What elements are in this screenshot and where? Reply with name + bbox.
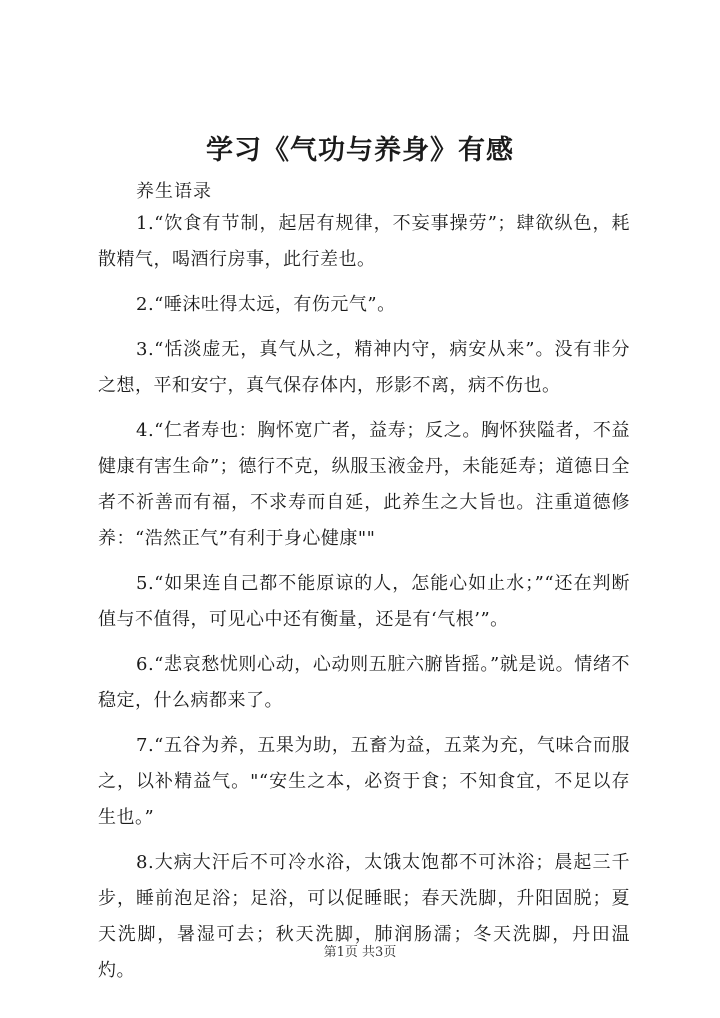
- paragraph-4: 4.“仁者寿也：胸怀宽广者，益寿；反之。胸怀狭隘者，不益健康有害生命”；德行不克，纵服玉液金丹，未能延寿；道德日全者不祈善而有福，不求寿而自延，此养生之大旨也。注重道德修养：“浩然正气”有利于身心健康"": [98, 420, 630, 549]
- paragraph-6: 6.“悲哀愁忧则心动，心动则五脏六腑皆摇。”就是说。情绪不稳定，什么病都来了。: [98, 654, 630, 711]
- paragraph-7: 7.“五谷为养，五果为助，五畜为益，五菜为充，气味合而服之，以补精益气。"“安生之本，必资于食；不知食宜，不足以存生也。”: [98, 735, 630, 828]
- paragraph-8: 8.大病大汗后不可冷水浴，太饿太饱都不可沐浴；晨起三千步，睡前泡足浴；足浴，可以促睡眠；春天洗脚，升阳固脱；夏天洗脚，暑湿可去；秋天洗脚，肺润肠濡；冬天洗脚，丹田温灼。: [98, 852, 630, 981]
- document-title: 学习《气功与养身》有感: [206, 135, 514, 166]
- paragraph-2: 2.“唾沫吐得太远，有伤元气”。: [136, 294, 396, 315]
- paragraph-5: 5.“如果连自己都不能原谅的人，怎能心如止水；”“还在判断值与不值得，可见心中还有衡量，还是有‘气根’”。: [98, 573, 630, 630]
- paragraph-1: 1.“饮食有节制，起居有规律，不妄事操劳”；肆欲纵色，耗散精气，喝酒行房事，此行差也。: [98, 213, 630, 270]
- document-body: [98, 206, 630, 998]
- section-label: 养生语录: [136, 181, 212, 202]
- page-footer: 第1页 共3页: [323, 945, 397, 960]
- paragraph-3: 3.“恬淡虚无，真气从之，精神内守，病安从来”。没有非分之想，平和安宁，真气保存体内，形影不离，病不伤也。: [98, 339, 630, 396]
